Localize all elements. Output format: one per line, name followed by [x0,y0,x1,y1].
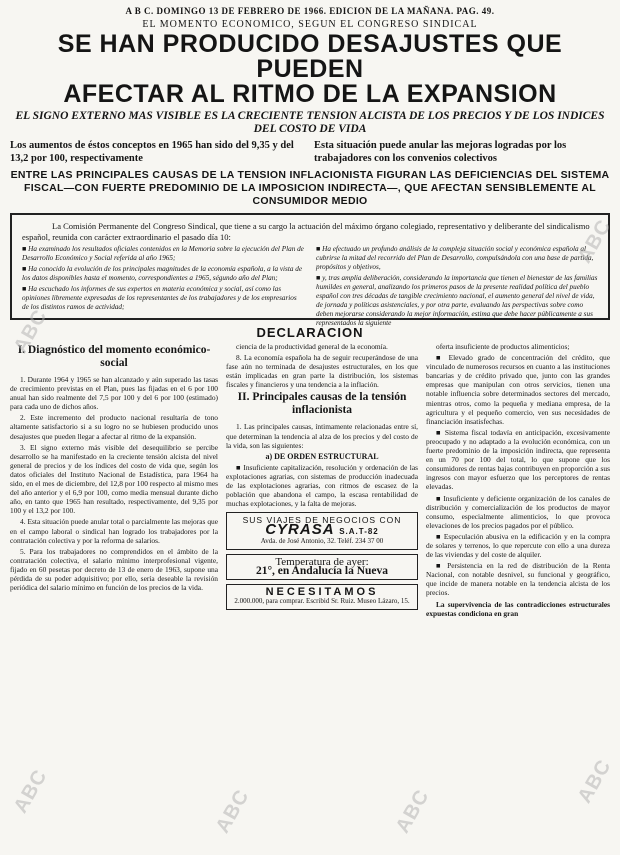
weather-title: Temperatura de ayer: [275,555,369,568]
paragraph: 2. Este incremento del producto nacional resultaría de tono altamente satisfactorio si a su logro no se hubiesen producido unos desajustes que pueden llegar a afectar al ritmo de la expansión. [10,413,218,441]
paragraph: ■ Especulación abusiva en la edificación y en la compra de solares y terrenos, lo que repercute con ello a una dureza de las viviendas y del coste de alquiler. [426,531,610,560]
paragraph: ciencia de la productividad general de la economía. [236,342,388,351]
ad-brand-logo [231,521,413,539]
paragraph: 8. La economía española ha de seguir recuperándose de una fase aún no terminada de desajustes estructurales, en los que están implicadas en gran parte la distribución, los sistemas fiscales y financieros y una tendencia a la inflación. [226,353,418,390]
paragraph: 3. El signo externo más visible del desequilibrio se percibe desarrollo se ha manifestado en la creciente tensión alcista del nivel general de precios y de los índices del costo de vida que, según los datos oficiales del Instituto Nacional de Estadística, para 1964 ha sido, en el mes de diciembre, del 12,8 por 100 respecto al mismo mes del año anterior y el 6,9 por 100, como media mensual durante dicho año, en tanto que 1965 han resultado, respectivamente, del 9,35 por 100 y el 13,2 por 100. [10,442,218,516]
box-item: ■ Ha conocido la evolución de los principales magnitudes de la economía española, a la vista de los datos disponibles hasta el momento, correspondientes a 1965, ségundo año del Plan; [22,265,303,282]
paragraph: 1. Las principales causas, íntimamente relacionadas entre sí, que determinan la tendencia al alza de los precios y del costo de la vida, son las siguientes: [226,422,418,450]
ad-viajes [226,512,418,549]
article-columns [10,342,610,812]
paragraph: ■ Sistema fiscal todavía en anticipación, excesivamente preocupado y no adaptado a la evolución económica, con un fuerte predominio de la imposición indirecta, que representa en un 70 por 100 del total, lo que supone que los consumidores de rentas bajas contribuyen en proporción a sus ingresos con mayor esfuerzo que los perceptores de rentas elevadas. [426,427,610,492]
lead-left: Los aumentos de éstos conceptos en 1965 han sido del 9,35 y del 13,2 por 100, respectivamente [10,140,294,164]
column-2 [226,342,418,812]
box-item: ■ Ha escuchado los informes de sus expertos en materia económica y social, así como las opiniones libremente expresadas de los representantes de los trabajadores y de los empresarios de los distintos ramos de actividad; [22,285,297,311]
subsection-heading: a) DE ORDEN ESTRUCTURAL [265,451,379,461]
subheadline: ENTRE LAS PRINCIPALES CAUSAS DE LA TENSION INFLACIONISTA FIGURAN LAS DEFICIENCIAS DEL SISTEMA FISCAL—CON FUERTE PREDOMINIO DE LA IMPOSICION INDIRECTA—, QUE AFECTAN SENSIBLEMENTE AL CONSUMIDOR MEDIO [10,169,610,207]
lead-row [10,139,610,165]
watermark: ABC [573,755,616,807]
paragraph: 5. Para los trabajadores no comprendidos en el ámbito de la contratación colectiva, el salario mínimo interprofesional vigente, fijado en 60 pesetas por decreto de 13 de enero de 1963, supone una pérdida de su poder adquisitivo; por ello, sería deseable la revisión periódica del salario mínimo en función de los precios de la vida. [10,546,218,593]
deck: EL SIGNO EXTERNO MAS VISIBLE ES LA CRECIENTE TENSION ALCISTA DE LOS PRECIOS Y DE LOS INDICES DEL COSTO DE VIDA [15,110,605,135]
paragraph: ■ Insuficiente capitalización, resolución y ordenación de las explotaciones agrarias, con sistemas de producción inadecuada de las explotaciones agrarias, con ritmos de escasez de la población que abandona el campo, la escasa rentabilidad de muchas explotaciones, y la falta de mejoras. [226,462,418,509]
paragraph: oferta insuficiente de productos alimenticios; [436,342,570,351]
ad-brand-name: CYRASA [265,521,335,539]
newspaper-page [10,6,610,849]
section-heading-1: I. Diagnóstico del momento económico-social [17,344,211,369]
ad-viajes-title: SUS VIAJES DE NEGOCIOS CON [242,515,402,526]
section-heading-2: II. Principales causas de la tensión inflacionista [237,391,407,417]
watermark: ABC [9,305,52,357]
ad-necesitamos-text: 2.000.000, para comprar. Escribid Sr. Ruiz. Museo Lázaro, 15. [234,596,410,605]
ad-necesitamos-title: NECESITAMOS [265,585,379,598]
ad-brand-suffix: S.A.T-82 [339,527,379,537]
ad-address: Avda. de José Antonio, 32. Teléf. 234 37 00 [260,536,384,545]
page-header-line: A B C. DOMINGO 13 DE FEBRERO DE 1966. EDICION DE LA MAÑANA. PAG. 49. [125,6,495,16]
paragraph: La supervivencia de las contradicciones estructurales expuestas condiciona en gran [426,599,610,618]
paragraph: ■ Elevado grado de concentración del crédito, que vinculado de numerosos recursos en cuanto a las instituciones bancarias y de crédito privado que, junto con las grandes empresas que manipulan con otros servicios, tienen una notable influencia sobre determinados sectores del mercado, mientras otros, como la pequeña y mediana empresa, de la agricultura y el pequeño comercio, ven sus necesidades de financiación insatisfechas. [426,353,610,426]
watermark: ABC [573,215,616,267]
lead-right: Esta situación puede anular las mejoras logradas por los trabajadores con los convenios colectivos [314,140,567,164]
watermark: ABC [391,785,434,837]
headline-line-2: AFECTAR AL RITMO DE LA EXPANSION [63,80,557,108]
column-1 [10,342,218,812]
summary-box [10,213,610,327]
paragraph: 1. Durante 1964 y 1965 se han alcanzado y aún superado las tasas de crecimiento previstas en el Plan, pues las fijadas en el 6 por 100 anual han sido realmente del 7,5 por 100 y del 6 por 100 (estimado) para cada uno de dichos años. [10,375,218,412]
kicker: EL MOMENTO ECONOMICO, SEGUN EL CONGRESO SINDICAL [142,19,478,30]
headline-line-1: SE HAN PRODUCIDO DESAJUSTES QUE PUEDEN [57,30,563,83]
watermark: ABC [9,765,52,817]
box-item: ■ Ha efectuado un profundo análisis de la compleja situación social y económica española al cubrirse la mitad del recorrido del Plan de Desarrollo, compulsándola con una base de partida, propósitos y objetivos, [316,245,594,271]
weather-value: 21°, en Andalucía la Nueva [255,564,389,577]
box-right-column [316,245,598,330]
paragraph: ■ Persistencia en la red de distribución de la Renta Nacional, con notable desnivel, su funcional y geográfico, que incide de manera notable en la tendencia alcista de los precios. [426,561,610,598]
box-item: ■ y, tras amplia deliberación, considerando la importancia que tienen el bienestar de las familias humildes en general, analizando los primeros pasos de la presente realidad política del pueblo español con tres décadas de tangible crecimiento nacional, el aumento general del nivel de vida, de jornada y políticas asistenciales, y por otra parte, evaluando las perspectivas sobre como deben mejorarse considerando la mejor información, estima que debe hacer públicamente a sus representados la siguiente [316,274,598,327]
paragraph: ■ Insuficiente y deficiente organización de los canales de distribución y comercialización de los productos de mayor consumo, especialmente alimenticios, lo que provoca elevaciones de los precios pagados por el público. [426,493,610,530]
box-item: ■ Ha examinado los resultados oficiales contenidos en la Memoria sobre la ejecución del Plan de Desarrollo Económico y Social referida al año 1965; [22,245,304,262]
box-intro: La Comisión Permanente del Congreso Sindical, que tiene a su cargo la actuación del máximo órgano colegiado, representativo y deliberante del sindicalismo español, reunida con carácter extraordinario el pasado día 10: [22,221,590,242]
weather-box [226,554,418,580]
ad-necesitamos [226,584,418,610]
paragraph: 4. Esta situación puede anular total o parcialmente las mejoras que en el campo laboral o sindical han logrado los trabajadores por la contratación colectiva y por la reforma de salarios. [10,517,218,545]
box-columns [22,245,598,330]
declaracion-heading: DECLARACION [256,325,364,340]
watermark: ABC [211,785,254,837]
column-3 [426,342,610,812]
box-left-column [22,245,304,330]
